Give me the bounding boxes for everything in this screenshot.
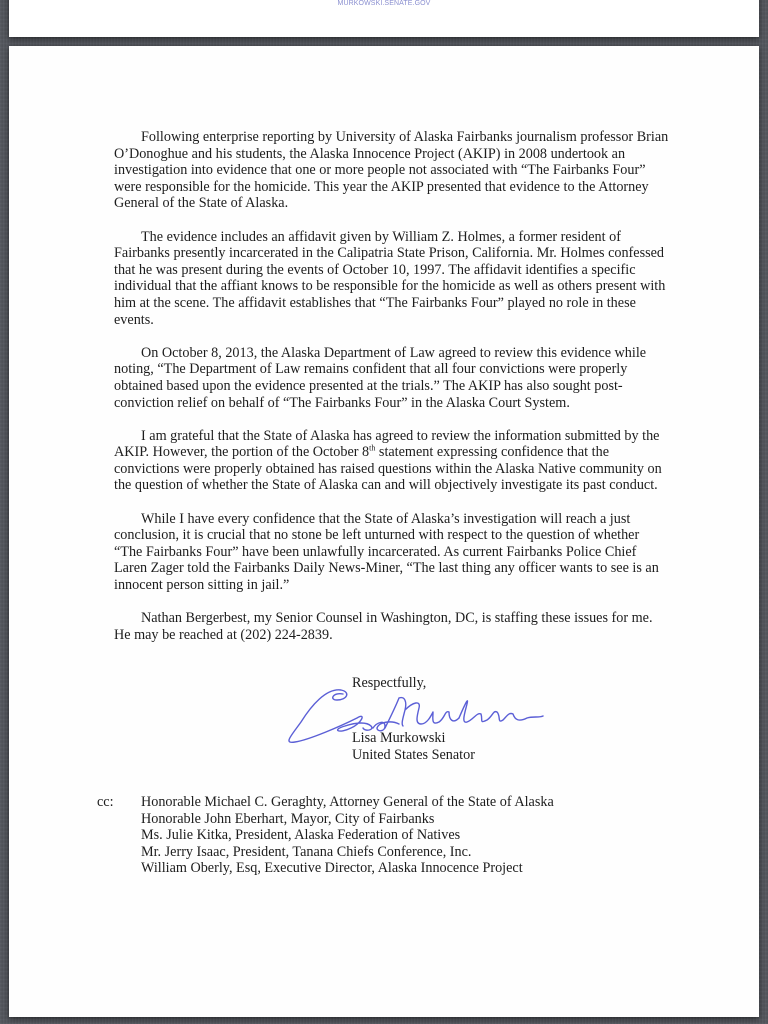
signer-name: Lisa Murkowski [352,730,446,746]
paragraph-2: The evidence includes an affidavit given by William Z. Holmes, a former resident of Fairbanks presently incarcerated in the Calipatria State Prison, California. Mr. Holmes confessed that he was present during the events of October 10, 1997. The affidavit identifies a specific individual that the affiant knows to be responsible for the homicide as well as others present with him at the scene. The affidavit establishes that “The Fairbanks Four” played no role in these events. [114,228,666,328]
previous-page[interactable] [9,0,759,37]
paragraph-3: On October 8, 2013, the Alaska Department of Law agreed to review this evidence while noting, “The Department of Law remains confident that all four convictions were properly obtained based upon the evidence presented at the trials.” The AKIP has also sought post-conviction relief on behalf of “The Fairbanks Four” in the Alaska Court System. [114,344,647,411]
cc-recipient: William Oberly, Esq, Executive Director, Alaska Innocence Project [141,860,523,877]
footer-url[interactable]: MURKOWSKI.SENATE.GOV [337,0,431,7]
signer-block [352,730,475,763]
paragraph-6: Nathan Bergerbest, my Senior Counsel in Washington, DC, is staffing these issues for me. He may be reached at (202) 224-2839. [114,610,653,643]
paragraph-4-part-1: I am grateful that the State of Alaska has agreed to review the information submitted by the AKIP. However, the portion of the October 8 [114,427,660,461]
paragraph-1: Following enterprise reporting by University of Alaska Fairbanks journalism professor Brian O’Donoghue and his students, the Alaska Innocence Project (AKIP) in 2008 undertook an investigation into evidence that one or more people not associated with “The Fairbanks Four” were responsible for the homicide. This year the AKIP presented that evidence to the Attorney General of the State of Alaska. [114,129,669,212]
cc-recipient: Honorable Michael C. Geraghty, Attorney General of the State of Alaska [141,794,554,810]
paragraph-4-part-2: statement expressing confidence that the convictions were properly obtained has raised questions within the Alaska Native community on the question of whether the State of Alaska can and will objectively investigate its past conduct. [114,444,662,494]
superscript-th: th [369,443,376,453]
paragraph-5: While I have every confidence that the State of Alaska’s investigation will reach a just conclusion, it is crucial that no stone be left unturned with respect to the question of whether “The Fairbanks Four” have been unlawfully incarcerated. As current Fairbanks Police Chief Laren Zager told the Fairbanks Daily News-Miner, “The last thing any officer wants to see is an innocent person sitting in jail.” [114,510,659,594]
signer-title: United States Senator [352,746,475,763]
cc-recipient: Ms. Julie Kitka, President, Alaska Federation of Natives [141,827,461,844]
cc-recipient: Mr. Jerry Isaac, President, Tanana Chiefs Conference, Inc. [141,843,472,860]
cc-recipient: Honorable John Eberhart, Mayor, City of Fairbanks [141,810,435,827]
paragraph-4 [114,428,669,494]
closing-salutation: Respectfully, [352,675,427,691]
cc-list [141,794,554,877]
current-page[interactable] [9,46,759,1017]
letter-body [114,129,669,660]
cc-label: cc: [97,794,114,810]
